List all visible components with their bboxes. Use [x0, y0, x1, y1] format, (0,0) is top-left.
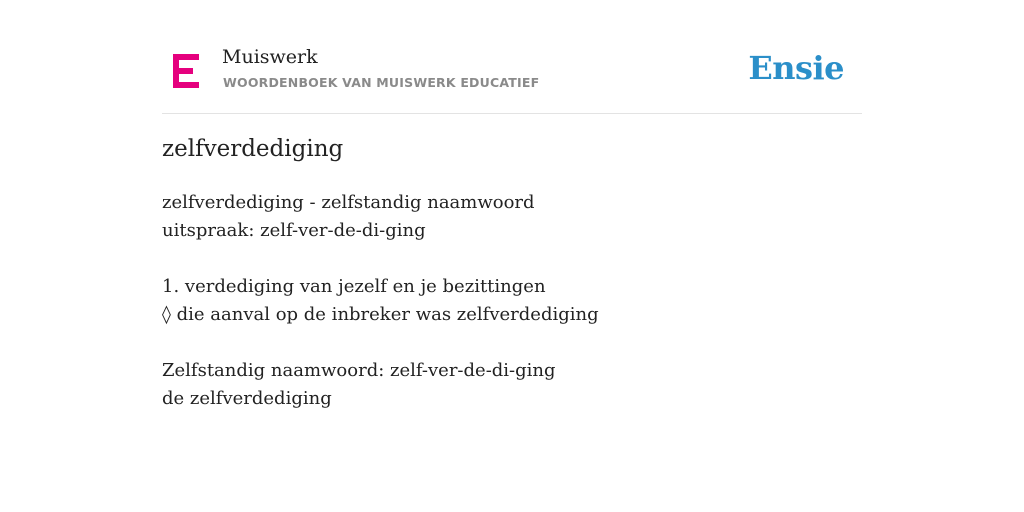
entry-line-article: de zelfverdediging	[162, 388, 332, 409]
site-subtitle: WOORDENBOEK VAN MUISWERK EDUCATIEF	[223, 75, 540, 90]
entry-line-hyphenation: Zelfstandig naamwoord: zelf-ver-de-di-ging	[162, 360, 556, 381]
entry-line-blank	[162, 329, 862, 357]
entry-line-blank	[162, 245, 862, 273]
entry-content	[162, 189, 862, 413]
entry-line-word-class: zelfverdediging - zelfstandig naamwoord	[162, 192, 535, 213]
site-name[interactable]: Muiswerk	[222, 46, 318, 68]
entry-line-pronunciation: uitspraak: zelf-ver-de-di-ging	[162, 220, 426, 241]
muiswerk-logo-icon[interactable]	[173, 54, 199, 88]
entry-title: zelfverdediging	[162, 136, 344, 162]
entry-line-definition: 1. verdediging van jezelf en je bezittingen	[162, 276, 546, 297]
entry-line-example: ◊ die aanval op de inbreker was zelfverdediging	[162, 304, 599, 325]
site-header	[162, 36, 862, 114]
ensie-logo[interactable]: Ensie	[748, 49, 844, 87]
